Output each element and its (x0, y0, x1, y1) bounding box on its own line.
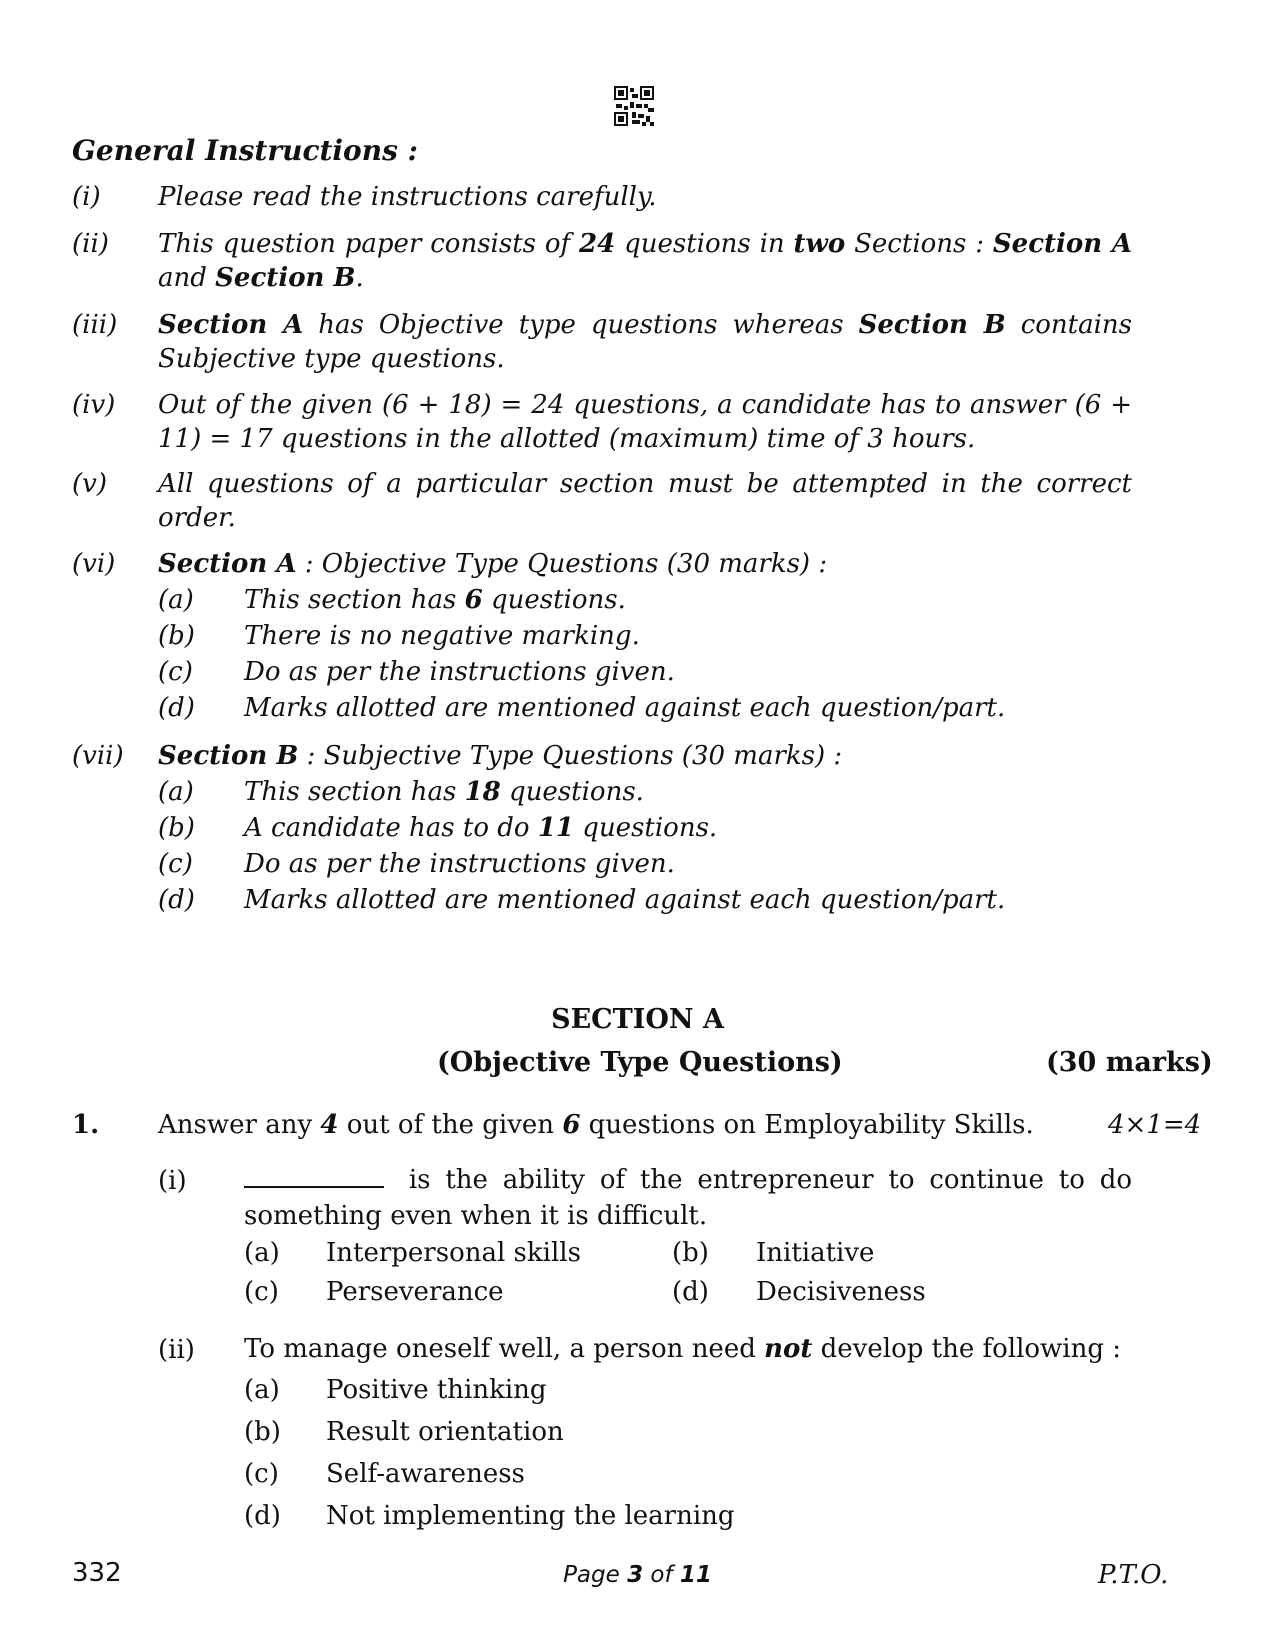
option-label: (b) (244, 1417, 281, 1447)
subquestion-text: To manage oneself well, a person need not develop the following : (244, 1334, 1122, 1364)
instruction-item (72, 388, 1132, 456)
option-label: (a) (244, 1238, 280, 1268)
instruction-item (72, 547, 1132, 581)
instruction-item (72, 308, 1132, 376)
instruction-item (72, 180, 1132, 214)
qr-code-icon (614, 86, 654, 126)
question-marks: 4×1=4 (1108, 1110, 1202, 1140)
subquestion-number: (ii) (158, 1335, 195, 1365)
sub-instruction: (c) Do as per the instructions given. (158, 849, 675, 879)
instruction-text: Section B : Subjective Type Questions (30 marks) : (158, 741, 843, 771)
answer-blank (244, 1164, 384, 1188)
section-title: SECTION A (551, 1004, 724, 1035)
subquestion-number: (i) (158, 1166, 187, 1196)
instruction-number: (iv) (72, 390, 116, 420)
option-text: Result orientation (326, 1417, 564, 1447)
instruction-text: This question paper consists of 24 questions in two Sections : Section A and Section B. (158, 229, 1132, 293)
instruction-text: Section A has Objective type questions whereas Section B contains Subjective type questions. (158, 310, 1133, 374)
option-text: Interpersonal skills (326, 1238, 581, 1268)
instruction-number: (v) (72, 469, 107, 499)
sub-instruction: (a) This section has 18 questions. (158, 777, 644, 807)
option-text: Perseverance (326, 1277, 504, 1307)
instruction-text: Out of the given (6 + 18) = 24 questions, a candidate has to answer (6 + 11) = 17 questions in the allotted (maximum) time of 3 hours. (158, 390, 1132, 454)
option-text: Positive thinking (326, 1375, 547, 1405)
general-instructions-heading: General Instructions : (72, 134, 418, 167)
sub-instruction: (d) Marks allotted are mentioned against each question/part. (158, 885, 1006, 915)
instruction-text: Section A : Objective Type Questions (30 marks) : (158, 549, 828, 579)
instruction-item (72, 227, 1132, 295)
instruction-text: All questions of a particular section must be attempted in the correct order. (158, 469, 1132, 533)
instruction-number: (ii) (72, 229, 109, 259)
option-text: Self-awareness (326, 1459, 525, 1489)
paper-code: 332 (72, 1558, 122, 1588)
sub-instruction: (b) A candidate has to do 11 questions. (158, 813, 718, 843)
question-number: 1. (72, 1110, 100, 1140)
sub-instruction: (b) There is no negative marking. (158, 621, 640, 651)
option-label: (d) (672, 1277, 709, 1307)
page-number: Page 3 of 11 (563, 1562, 712, 1588)
section-marks: (30 marks) (1046, 1047, 1213, 1078)
sub-instruction: (a) This section has 6 questions. (158, 585, 626, 615)
option-label: (d) (244, 1501, 281, 1531)
option-text: Initiative (756, 1238, 875, 1268)
option-label: (c) (244, 1277, 279, 1307)
option-label: (c) (244, 1459, 279, 1489)
option-label: (b) (672, 1238, 709, 1268)
instruction-number: (vi) (72, 549, 116, 579)
pto-label: P.T.O. (1098, 1560, 1169, 1590)
instruction-number: (iii) (72, 310, 118, 340)
section-subtitle: (Objective Type Questions) (437, 1047, 843, 1078)
instruction-item (72, 739, 1132, 773)
option-text: Decisiveness (756, 1277, 926, 1307)
instruction-text: Please read the instructions carefully. (158, 182, 657, 212)
sub-instruction: (d) Marks allotted are mentioned against each question/part. (158, 693, 1006, 723)
sub-instruction: (c) Do as per the instructions given. (158, 657, 675, 687)
instruction-number: (vii) (72, 741, 124, 771)
option-text: Not implementing the learning (326, 1501, 735, 1531)
instruction-number: (i) (72, 182, 101, 212)
instruction-item (72, 467, 1132, 535)
question-text: Answer any 4 out of the given 6 questions on Employability Skills. (158, 1110, 1034, 1140)
subquestion-text: is the ability of the entrepreneur to continue to do something even when it is difficult. (244, 1165, 1132, 1231)
option-label: (a) (244, 1375, 280, 1405)
